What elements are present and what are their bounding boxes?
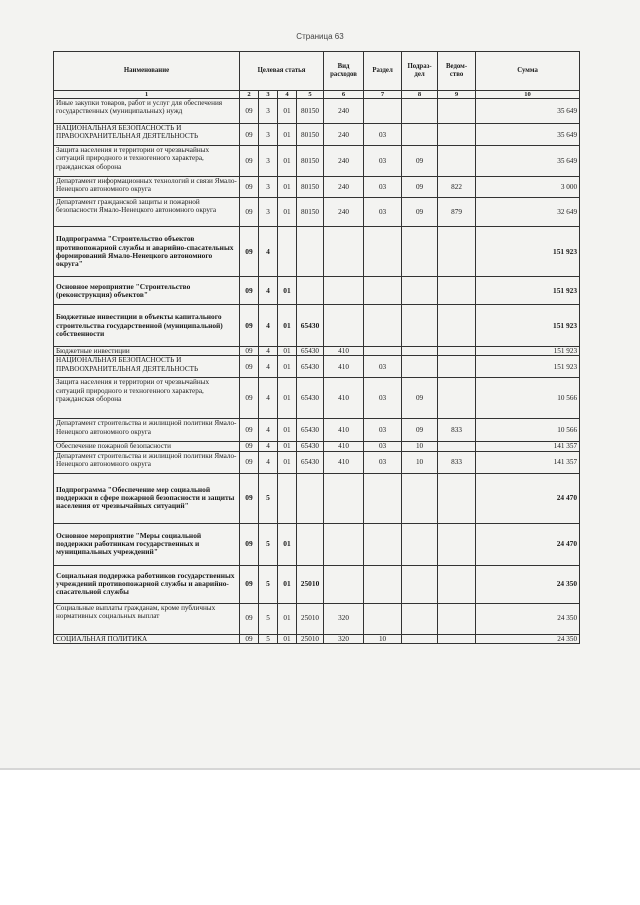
target-code-subprogram: 4 — [259, 378, 278, 419]
table-row — [54, 442, 580, 451]
section-code — [364, 523, 402, 565]
target-code-activity: 01 — [278, 356, 297, 378]
header-podrazdel: Подраз- дел — [402, 52, 438, 91]
target-code-subprogram: 4 — [259, 305, 278, 347]
target-code-activity: 01 — [278, 277, 297, 305]
target-code-activity: 01 — [278, 603, 297, 634]
table-row — [54, 603, 580, 634]
target-code-subprogram: 5 — [259, 565, 278, 603]
expense-type: 410 — [324, 378, 364, 419]
target-code-program: 09 — [240, 473, 259, 523]
target-code-activity: 01 — [278, 634, 297, 643]
header-row — [54, 52, 580, 91]
table-row — [54, 451, 580, 473]
section-code: 03 — [364, 198, 402, 227]
table-row — [54, 634, 580, 643]
target-code-direction — [297, 227, 324, 277]
department-code — [438, 523, 476, 565]
target-code-program: 09 — [240, 378, 259, 419]
expense-type: 410 — [324, 419, 364, 442]
row-name: Защита населения и территории от чрезвычайных ситуаций природного и техногенного характера, гражданская оборона — [54, 378, 240, 419]
amount: 35 649 — [476, 146, 580, 177]
target-code-program: 09 — [240, 603, 259, 634]
page-label: Страница 63 — [296, 32, 344, 41]
department-code — [438, 378, 476, 419]
row-name: Основное мероприятие "Строительство (реконструкция) объектов" — [54, 277, 240, 305]
department-code — [438, 227, 476, 277]
budget-table — [53, 51, 580, 644]
table-row — [54, 177, 580, 198]
expense-type — [324, 565, 364, 603]
target-code-direction: 80150 — [297, 146, 324, 177]
department-code — [438, 99, 476, 124]
column-number: 1 — [54, 91, 240, 99]
row-name: Департамент строительства и жилищной политики Ямало-Ненецкого автономного округа — [54, 419, 240, 442]
target-code-program: 09 — [240, 442, 259, 451]
target-code-activity — [278, 473, 297, 523]
table-row — [54, 227, 580, 277]
target-code-program: 09 — [240, 356, 259, 378]
target-code-activity: 01 — [278, 347, 297, 356]
section-code: 03 — [364, 419, 402, 442]
target-code-subprogram: 5 — [259, 473, 278, 523]
target-code-program: 09 — [240, 227, 259, 277]
header-vedomstvo: Ведом- ство — [438, 52, 476, 91]
target-code-activity: 01 — [278, 99, 297, 124]
target-code-program: 09 — [240, 146, 259, 177]
amount: 151 923 — [476, 277, 580, 305]
column-number: 5 — [297, 91, 324, 99]
target-code-direction: 80150 — [297, 177, 324, 198]
target-code-direction — [297, 277, 324, 305]
table-row — [54, 198, 580, 227]
target-code-activity: 01 — [278, 177, 297, 198]
subsection-code — [402, 99, 438, 124]
target-code-program: 09 — [240, 177, 259, 198]
target-code-program: 09 — [240, 198, 259, 227]
section-code — [364, 305, 402, 347]
row-name: Подпрограмма "Обеспечение мер социальной поддержки в сфере пожарной безопасности и защиты населения от чрезвычайных ситуаций" — [54, 473, 240, 523]
amount: 32 649 — [476, 198, 580, 227]
expense-type: 410 — [324, 442, 364, 451]
section-code: 03 — [364, 177, 402, 198]
table-row — [54, 473, 580, 523]
row-name: Защита населения и территории от чрезвычайных ситуаций природного и техногенного характера, гражданская оборона — [54, 146, 240, 177]
row-name: Иные закупки товаров, работ и услуг для обеспечения государственных (муниципальных) нужд — [54, 99, 240, 124]
table-row — [54, 277, 580, 305]
row-name: Обеспечение пожарной безопасности — [54, 442, 240, 451]
expense-type: 320 — [324, 634, 364, 643]
section-code: 03 — [364, 442, 402, 451]
amount: 151 923 — [476, 305, 580, 347]
section-code — [364, 99, 402, 124]
subsection-code — [402, 473, 438, 523]
department-code — [438, 356, 476, 378]
subsection-code — [402, 356, 438, 378]
header-razdel: Раздел — [364, 52, 402, 91]
row-name: СОЦИАЛЬНАЯ ПОЛИТИКА — [54, 634, 240, 643]
subsection-code — [402, 227, 438, 277]
target-code-direction: 80150 — [297, 198, 324, 227]
target-code-direction: 65430 — [297, 442, 324, 451]
row-name: Департамент гражданской защиты и пожарной безопасности Ямало-Ненецкого автономного округа — [54, 198, 240, 227]
column-number-row — [54, 91, 580, 99]
target-code-program: 09 — [240, 124, 259, 146]
subsection-code: 09 — [402, 146, 438, 177]
department-code: 822 — [438, 177, 476, 198]
table-row — [54, 99, 580, 124]
column-number: 2 — [240, 91, 259, 99]
table-row — [54, 419, 580, 442]
amount: 10 566 — [476, 419, 580, 442]
row-name: Основное мероприятие "Меры социальной поддержки работникам государственных и муниципальных учреждений" — [54, 523, 240, 565]
row-name: Подпрограмма "Строительство объектов противопожарной службы и аварийно-спасательных формирований Ямало-Ненецкого автономного округа" — [54, 227, 240, 277]
section-code — [364, 277, 402, 305]
target-code-activity: 01 — [278, 198, 297, 227]
target-code-program: 09 — [240, 451, 259, 473]
table-row — [54, 124, 580, 146]
target-code-program: 09 — [240, 565, 259, 603]
row-name: Бюджетные инвестиции в объекты капитального строительства государственной (муниципальной) собственности — [54, 305, 240, 347]
subsection-code — [402, 305, 438, 347]
table-row — [54, 347, 580, 356]
section-code — [364, 473, 402, 523]
department-code — [438, 634, 476, 643]
department-code: 833 — [438, 451, 476, 473]
header-vid: Вид расходов — [324, 52, 364, 91]
target-code-program: 09 — [240, 347, 259, 356]
section-code: 03 — [364, 146, 402, 177]
target-code-direction: 25010 — [297, 634, 324, 643]
column-number: 4 — [278, 91, 297, 99]
section-code: 03 — [364, 378, 402, 419]
target-code-direction: 65430 — [297, 451, 324, 473]
target-code-program: 09 — [240, 523, 259, 565]
target-code-activity: 01 — [278, 124, 297, 146]
amount: 35 649 — [476, 124, 580, 146]
department-code: 833 — [438, 419, 476, 442]
expense-type — [324, 523, 364, 565]
expense-type: 240 — [324, 198, 364, 227]
subsection-code — [402, 347, 438, 356]
expense-type: 410 — [324, 356, 364, 378]
target-code-direction: 65430 — [297, 378, 324, 419]
table-row — [54, 378, 580, 419]
target-code-subprogram: 4 — [259, 347, 278, 356]
row-name: Социальная поддержка работников государственных учреждений противопожарной службы и аварийно-спасательной службы — [54, 565, 240, 603]
amount: 151 923 — [476, 227, 580, 277]
target-code-activity: 01 — [278, 305, 297, 347]
subsection-code — [402, 603, 438, 634]
amount: 141 357 — [476, 451, 580, 473]
amount: 10 566 — [476, 378, 580, 419]
department-code — [438, 277, 476, 305]
target-code-direction: 80150 — [297, 99, 324, 124]
target-code-subprogram: 4 — [259, 227, 278, 277]
header-summa: Сумма — [476, 52, 580, 91]
target-code-activity: 01 — [278, 523, 297, 565]
target-code-subprogram: 3 — [259, 124, 278, 146]
column-number: 6 — [324, 91, 364, 99]
department-code — [438, 347, 476, 356]
subsection-code: 09 — [402, 378, 438, 419]
target-code-program: 09 — [240, 99, 259, 124]
target-code-activity — [278, 227, 297, 277]
target-code-direction: 65430 — [297, 347, 324, 356]
department-code — [438, 473, 476, 523]
column-number: 7 — [364, 91, 402, 99]
subsection-code — [402, 124, 438, 146]
target-code-direction — [297, 473, 324, 523]
target-code-direction: 65430 — [297, 305, 324, 347]
target-code-subprogram: 3 — [259, 146, 278, 177]
target-code-subprogram: 5 — [259, 523, 278, 565]
subsection-code — [402, 277, 438, 305]
target-code-program: 09 — [240, 634, 259, 643]
amount: 24 470 — [476, 523, 580, 565]
amount: 151 923 — [476, 347, 580, 356]
amount: 24 470 — [476, 473, 580, 523]
amount: 3 000 — [476, 177, 580, 198]
row-name: Бюджетные инвестиции — [54, 347, 240, 356]
amount: 141 357 — [476, 442, 580, 451]
section-code: 03 — [364, 124, 402, 146]
section-code — [364, 227, 402, 277]
target-code-subprogram: 5 — [259, 603, 278, 634]
subsection-code — [402, 634, 438, 643]
subsection-code: 09 — [402, 198, 438, 227]
department-code — [438, 124, 476, 146]
table-row — [54, 565, 580, 603]
expense-type: 240 — [324, 146, 364, 177]
target-code-activity: 01 — [278, 442, 297, 451]
target-code-subprogram: 3 — [259, 99, 278, 124]
expense-type — [324, 305, 364, 347]
target-code-direction: 80150 — [297, 124, 324, 146]
department-code — [438, 305, 476, 347]
amount: 24 350 — [476, 603, 580, 634]
target-code-program: 09 — [240, 419, 259, 442]
subsection-code: 10 — [402, 442, 438, 451]
department-code — [438, 146, 476, 177]
target-code-direction: 65430 — [297, 356, 324, 378]
column-number: 10 — [476, 91, 580, 99]
target-code-subprogram: 5 — [259, 634, 278, 643]
expense-type: 240 — [324, 99, 364, 124]
expense-type: 240 — [324, 177, 364, 198]
target-code-direction — [297, 523, 324, 565]
expense-type: 240 — [324, 124, 364, 146]
subsection-code: 10 — [402, 451, 438, 473]
target-code-activity: 01 — [278, 419, 297, 442]
table-row — [54, 356, 580, 378]
department-code — [438, 603, 476, 634]
section-code — [364, 565, 402, 603]
target-code-direction: 25010 — [297, 565, 324, 603]
target-code-subprogram: 4 — [259, 419, 278, 442]
expense-type — [324, 277, 364, 305]
target-code-activity: 01 — [278, 378, 297, 419]
row-name: Департамент строительства и жилищной политики Ямало-Ненецкого автономного округа — [54, 451, 240, 473]
expense-type: 410 — [324, 451, 364, 473]
column-number: 9 — [438, 91, 476, 99]
section-code — [364, 603, 402, 634]
table-row — [54, 523, 580, 565]
expense-type — [324, 227, 364, 277]
department-code — [438, 442, 476, 451]
target-code-direction: 25010 — [297, 603, 324, 634]
row-name: НАЦИОНАЛЬНАЯ БЕЗОПАСНОСТЬ И ПРАВООХРАНИТЕЛЬНАЯ ДЕЯТЕЛЬНОСТЬ — [54, 124, 240, 146]
subsection-code — [402, 565, 438, 603]
target-code-subprogram: 3 — [259, 177, 278, 198]
target-code-subprogram: 4 — [259, 277, 278, 305]
subsection-code: 09 — [402, 177, 438, 198]
header-target: Целевая статья — [240, 52, 324, 91]
table-row — [54, 305, 580, 347]
section-code: 10 — [364, 634, 402, 643]
amount: 151 923 — [476, 356, 580, 378]
subsection-code — [402, 523, 438, 565]
table-row — [54, 146, 580, 177]
section-code — [364, 347, 402, 356]
row-name: Департамент информационных технологий и связи Ямало-Ненецкого автономного округа — [54, 177, 240, 198]
amount: 35 649 — [476, 99, 580, 124]
expense-type: 410 — [324, 347, 364, 356]
target-code-activity: 01 — [278, 451, 297, 473]
subsection-code: 09 — [402, 419, 438, 442]
expense-type: 320 — [324, 603, 364, 634]
column-number: 8 — [402, 91, 438, 99]
column-number: 3 — [259, 91, 278, 99]
section-code: 03 — [364, 356, 402, 378]
target-code-subprogram: 3 — [259, 198, 278, 227]
row-name: НАЦИОНАЛЬНАЯ БЕЗОПАСНОСТЬ И ПРАВООХРАНИТЕЛЬНАЯ ДЕЯТЕЛЬНОСТЬ — [54, 356, 240, 378]
section-code: 03 — [364, 451, 402, 473]
target-code-subprogram: 4 — [259, 451, 278, 473]
target-code-subprogram: 4 — [259, 442, 278, 451]
target-code-direction: 65430 — [297, 419, 324, 442]
expense-type — [324, 473, 364, 523]
header-name: Наименование — [54, 52, 240, 91]
target-code-program: 09 — [240, 277, 259, 305]
target-code-activity: 01 — [278, 146, 297, 177]
amount: 24 350 — [476, 565, 580, 603]
row-name: Социальные выплаты гражданам, кроме публичных нормативных социальных выплат — [54, 603, 240, 634]
department-code: 879 — [438, 198, 476, 227]
amount: 24 350 — [476, 634, 580, 643]
department-code — [438, 565, 476, 603]
target-code-subprogram: 4 — [259, 356, 278, 378]
target-code-activity: 01 — [278, 565, 297, 603]
target-code-program: 09 — [240, 305, 259, 347]
